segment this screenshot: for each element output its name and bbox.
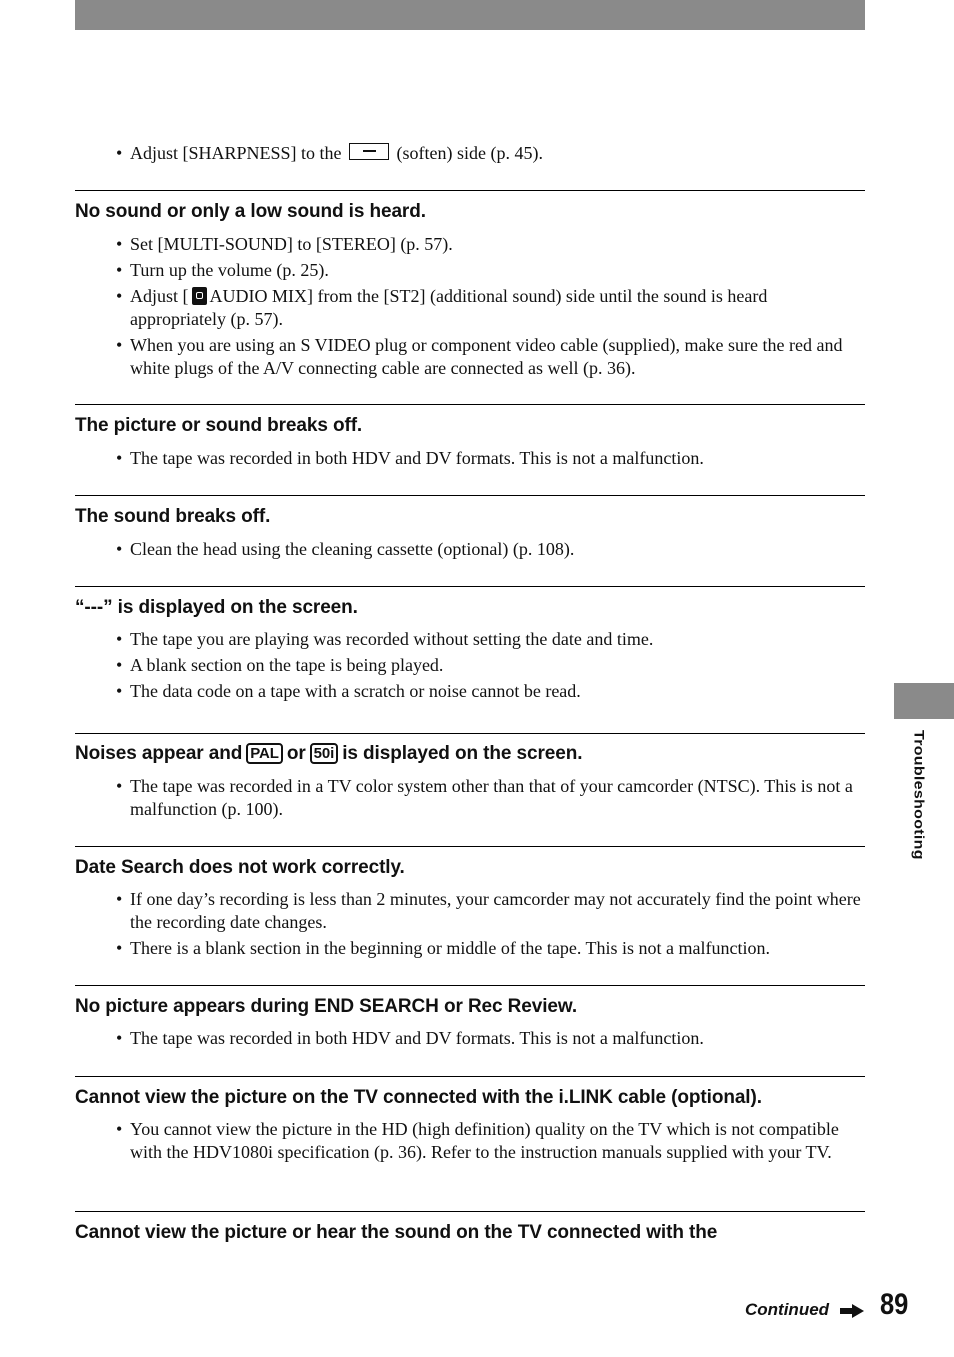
- list-item: • Adjust [SHARPNESS] to the (soften) side (p. 45).: [130, 142, 865, 165]
- section-heading: Noises appear and PAL or 50i is displayed on the screen.: [75, 743, 583, 764]
- section-heading: Cannot view the picture on the TV connected with the i.LINK cable (optional).: [75, 1087, 762, 1108]
- bullet-list: [130, 233, 865, 383]
- list-item: • There is a blank section in the beginning or middle of the tape. This is not a malfunction.: [130, 937, 865, 960]
- bullet-list: [130, 1027, 865, 1053]
- divider: [75, 733, 865, 734]
- list-item: • Adjust [ AUDIO MIX] from the [ST2] (additional sound) side until the sound is heard appropriately (p. 57).: [130, 285, 865, 331]
- divider: [75, 190, 865, 191]
- list-item: • A blank section on the tape is being played.: [130, 654, 865, 677]
- list-item: • Turn up the volume (p. 25).: [130, 259, 865, 282]
- divider: [75, 586, 865, 587]
- list-item: • You cannot view the picture in the HD (high definition) quality on the TV which is not compatible with the HDV1080i specification (p. 36). Refer to the instruction manuals supplied with your TV.: [130, 1118, 865, 1164]
- bullet-list: [130, 888, 865, 963]
- divider: [75, 404, 865, 405]
- list-item: • If one day’s recording is less than 2 minutes, your camcorder may not accurately find the point where the recording date changes.: [130, 888, 865, 934]
- section-heading: The picture or sound breaks off.: [75, 415, 363, 436]
- section-heading: “---” is displayed on the screen.: [75, 597, 358, 618]
- bullet-list: [130, 628, 865, 706]
- bullet-list: [130, 538, 865, 564]
- continued-label: Continued: [745, 1300, 830, 1319]
- minus-box-icon: [349, 143, 389, 160]
- pal-icon: PAL: [246, 743, 283, 764]
- section-heading: No picture appears during END SEARCH or Rec Review.: [75, 996, 578, 1017]
- divider: [75, 495, 865, 496]
- list-item: • The data code on a tape with a scratch or noise cannot be read.: [130, 680, 865, 703]
- intro-list: [130, 142, 865, 168]
- section-heading: The sound breaks off.: [75, 506, 271, 527]
- divider: [75, 1076, 865, 1077]
- divider: [75, 846, 865, 847]
- list-item: • When you are using an S VIDEO plug or component video cable (supplied), make sure the red and white plugs of the A/V connecting cable are connected as well (p. 36).: [130, 334, 865, 380]
- list-item: • The tape was recorded in a TV color system other than that of your camcorder (NTSC). This is not a malfunction (p. 100).: [130, 775, 865, 821]
- page-number: 89: [880, 1288, 909, 1321]
- audio-mix-icon: [192, 287, 207, 305]
- list-item: • The tape was recorded in both HDV and DV formats. This is not a malfunction.: [130, 447, 865, 470]
- arrow-right-icon: [840, 1304, 864, 1318]
- list-item: • Clean the head using the cleaning cassette (optional) (p. 108).: [130, 538, 865, 561]
- list-item: • The tape you are playing was recorded without setting the date and time.: [130, 628, 865, 651]
- section-tab-marker: [894, 683, 954, 719]
- header-bar: [75, 0, 865, 30]
- divider: [75, 985, 865, 986]
- divider: [75, 1211, 865, 1212]
- section-heading: Cannot view the picture or hear the sound on the TV connected with the: [75, 1222, 718, 1243]
- bullet-list: [130, 447, 865, 473]
- 50i-icon: 50i: [310, 743, 339, 764]
- bullet-list: [130, 775, 865, 824]
- list-item: • The tape was recorded in both HDV and DV formats. This is not a malfunction.: [130, 1027, 865, 1050]
- section-tab-label: Troubleshooting: [911, 730, 926, 860]
- bullet-list: [130, 1118, 865, 1167]
- section-heading: Date Search does not work correctly.: [75, 857, 405, 878]
- list-item: • Set [MULTI-SOUND] to [STEREO] (p. 57).: [130, 233, 865, 256]
- section-heading: No sound or only a low sound is heard.: [75, 201, 426, 222]
